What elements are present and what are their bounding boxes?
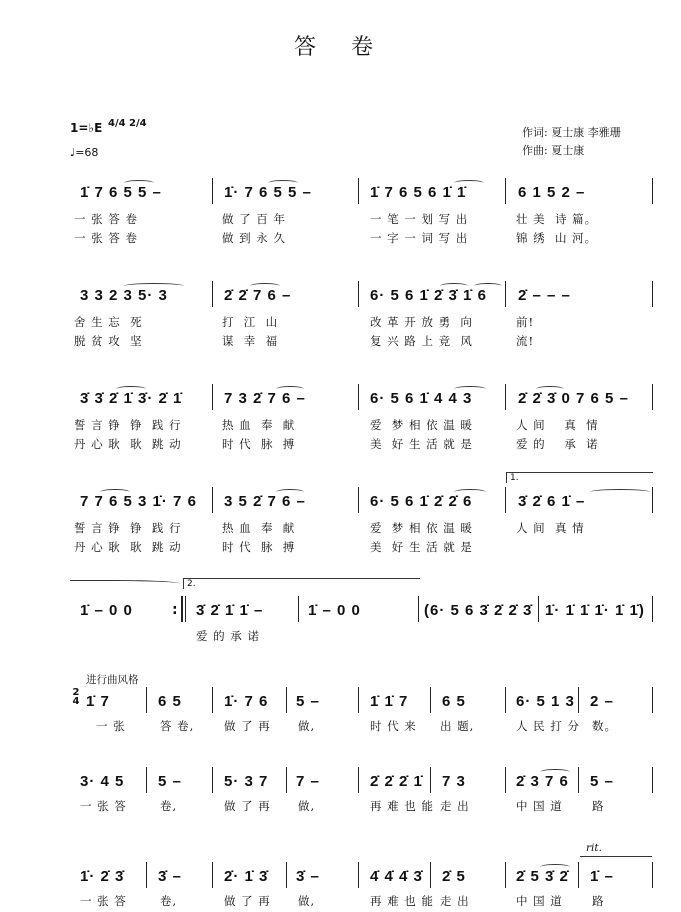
slur [268, 180, 298, 186]
lyric: 热 血 奉 献 [222, 521, 296, 535]
slur [474, 283, 502, 289]
barline [652, 281, 653, 307]
song-title: 答 卷 [294, 35, 387, 60]
measure: 3̇ – [158, 868, 182, 885]
barline [505, 687, 506, 713]
lyric: 丹 心 耿 耿 跳 动 [74, 437, 182, 451]
barline [578, 862, 579, 888]
barline [212, 384, 213, 410]
measure: 2̇ – – – [518, 287, 571, 304]
measure: 2̇ 5 3̇ 2̇ [516, 868, 569, 885]
volta-label: 2. [187, 579, 196, 589]
rit-marking: rit. [586, 842, 602, 854]
lyric: 出 题, [440, 719, 475, 733]
volta-bracket [506, 472, 653, 483]
lyric: 一 张 [96, 719, 126, 733]
volta-label: 1. [510, 473, 519, 483]
barline [358, 862, 359, 888]
measure: 1̇· 7 6 5 5 – [224, 184, 312, 201]
lyric: 时 代 脉 搏 [222, 437, 296, 451]
lyric: 做 了 再 [224, 894, 271, 908]
barline [652, 767, 653, 793]
measure: 6 5 [442, 693, 466, 710]
measure: 6 5 [158, 693, 182, 710]
measure: 2̇ 2̇ 3̇ 0 7 6 5 – [518, 390, 629, 407]
barline [652, 596, 653, 622]
lyric: 做, [298, 719, 316, 733]
lyric: 数。 [592, 719, 617, 733]
barline [212, 862, 213, 888]
barline [652, 384, 653, 410]
measure: 3̇ 2̇ 1̇ 1̇ – [196, 602, 264, 619]
measure: 1̇· 7 6 [224, 693, 269, 710]
lyric: 一 张 答 [80, 894, 127, 908]
lyric: 舍 生 忘 死 [74, 315, 143, 329]
barline [505, 487, 506, 513]
measure: 2̇ 5 [442, 868, 466, 885]
lyric: 路 [592, 799, 605, 813]
measure: 3̇ – [296, 868, 320, 885]
key-signature: 1=♭E [70, 121, 103, 135]
final-barline [181, 596, 183, 622]
lyric: 改 革 开 放 勇 向 [370, 315, 473, 329]
measure: 3· 4 5 [80, 773, 125, 790]
barline [430, 767, 431, 793]
barline [652, 862, 653, 888]
tempo-marking: ♩=68 [70, 146, 99, 159]
lyric: 走 出 [440, 799, 470, 813]
measure: 1̇ – 0 0 [308, 602, 361, 619]
lyric: 一 张 答 卷 [74, 231, 138, 245]
lyric: 一 笔 一 划 写 出 [370, 212, 469, 226]
barline [358, 281, 359, 307]
measure: 1̇· 1̇ 1̇ 1̇· 1̇ 1̇) [545, 602, 645, 619]
barline [652, 178, 653, 204]
barline [146, 862, 147, 888]
measure: 2̇ 2̇ 2̇ 1̇ [370, 773, 423, 790]
tie [590, 489, 650, 495]
measure: (6· 5 6 3̇ 2̇ 2̇ 3̇ [424, 602, 533, 619]
barline [418, 596, 419, 622]
slur [540, 769, 570, 775]
lyric: 爱 梦 相 依 温 暖 [370, 418, 473, 432]
lyricist-credit: 作词: 夏士康 李雅珊 [522, 126, 621, 139]
barline [505, 178, 506, 204]
measure: 6· 5 6 1̇ 2̇ 3̇ 1̇ 6 [370, 287, 487, 304]
repeat-end: : [172, 602, 178, 618]
lyric: 锦 绣 山 河。 [516, 231, 598, 245]
measure: 5 – [296, 693, 320, 710]
measure: 5 – [590, 773, 614, 790]
lyric: 做, [298, 894, 316, 908]
lyric: 谋 幸 福 [222, 334, 279, 348]
barline [212, 767, 213, 793]
slur [454, 386, 486, 392]
lyric: 一 字 一 词 写 出 [370, 231, 469, 245]
measure: 2̇ 2̇ 7 6 – [224, 287, 292, 304]
barline [358, 687, 359, 713]
barline [185, 596, 186, 622]
measure: 2̇ 3 7 6 [516, 773, 569, 790]
slur [100, 489, 130, 495]
barline [430, 687, 431, 713]
lyric: 做 了 百 年 [222, 212, 286, 226]
slur [536, 386, 564, 392]
barline [146, 687, 147, 713]
measure: 3 5 2̇ 7 6 – [224, 493, 306, 510]
lyric: 再 难 也 能 [370, 799, 434, 813]
measure: 6 1 5 2 – [518, 184, 586, 201]
tie [70, 580, 180, 586]
lyric: 答 卷, [160, 719, 195, 733]
lyric: 爱 的 承 诺 [196, 629, 260, 643]
slur [454, 180, 484, 186]
slur [454, 489, 486, 495]
measure: 6· 5 6 1̇ 2̇ 2̇ 6 [370, 493, 473, 510]
barline [212, 687, 213, 713]
barline [212, 281, 213, 307]
measure: 7 – [296, 773, 320, 790]
style-marking: 进行曲风格 [86, 674, 139, 686]
barline [505, 862, 506, 888]
measure: 1̇ – [590, 868, 614, 885]
lyric: 人 间 真 情 [516, 521, 585, 535]
lyric: 中 国 道 [516, 799, 563, 813]
lyric: 爱 的 承 诺 [516, 437, 599, 451]
measure: 6· 5 1 3 [516, 693, 575, 710]
measure: 3̇ 3̇ 2̇ 1̇ 3̇· 2̇ 1̇ [80, 390, 183, 407]
measure: 3 3 2 3 5· 3 [80, 287, 168, 304]
lyric: 人 民 打 分 [516, 719, 580, 733]
barline [298, 596, 299, 622]
barline [538, 596, 539, 622]
barline [430, 862, 431, 888]
measure: 1̇· 2̇ 3̇ [80, 868, 125, 885]
lyric: 热 血 奉 献 [222, 418, 296, 432]
barline [358, 767, 359, 793]
barline [652, 487, 653, 513]
measure: 7 7 6 5 3 1̇· 7 6 [80, 493, 197, 510]
lyric: 再 难 也 能 [370, 894, 434, 908]
lyric: 时 代 脉 搏 [222, 540, 296, 554]
time-signature: 4/4 2/4 [108, 118, 147, 129]
barline [286, 767, 287, 793]
measure: 7 3 2̇ 7 6 – [224, 390, 306, 407]
barline [286, 687, 287, 713]
barline [212, 178, 213, 204]
lyric: 做, [298, 799, 316, 813]
barline [578, 767, 579, 793]
measure: 1̇ 7 [86, 693, 110, 710]
lyric: 卷, [160, 894, 178, 908]
lyric: 卷, [160, 799, 178, 813]
lyric: 做 了 再 [224, 799, 271, 813]
lyric: 丹 心 耿 耿 跳 动 [74, 540, 182, 554]
lyric: 美 好 生 活 就 是 [370, 437, 473, 451]
measure: 4̇ 4̇ 4̇ 3̇ [370, 868, 423, 885]
time-signature-change: 2 4 [72, 687, 80, 707]
lyric: 一 张 答 卷 [74, 212, 138, 226]
lyric: 打 江 山 [222, 315, 279, 329]
barline [358, 487, 359, 513]
lyric: 前! [516, 315, 535, 329]
lyric: 爱 梦 相 依 温 暖 [370, 521, 473, 535]
barline [358, 178, 359, 204]
slur [250, 283, 280, 289]
measure: 2̇· 1̇ 3̇ [224, 868, 269, 885]
lyric: 人 间 真 情 [516, 418, 599, 432]
measure: 5 – [158, 773, 182, 790]
lyric: 誓 言 铮 铮 践 行 [74, 521, 182, 535]
barline [286, 862, 287, 888]
lyric: 中 国 道 [516, 894, 563, 908]
measure: 3̇ 2̇ 6 1̇ – [518, 493, 586, 510]
measure: 6· 5 6 1̇ 4 4 3 [370, 390, 473, 407]
measure: 1̇ – 0 0 [80, 602, 133, 619]
measure: 1̇ 1̇ 7 [370, 693, 409, 710]
rit-extension [580, 856, 652, 867]
barline [212, 487, 213, 513]
barline [505, 767, 506, 793]
lyric: 一 张 答 [80, 799, 127, 813]
barline [505, 281, 506, 307]
measure: 5· 3 7 [224, 773, 269, 790]
slur [440, 283, 468, 289]
barline [358, 384, 359, 410]
lyric: 走 出 [440, 894, 470, 908]
lyric: 时 代 来 [370, 719, 417, 733]
composer-credit: 作曲: 夏士康 [522, 144, 585, 157]
slur [116, 386, 146, 392]
measure: 7 3 [442, 773, 466, 790]
lyric: 复 兴 路 上 竞 风 [370, 334, 473, 348]
slur [276, 386, 304, 392]
barline [578, 687, 579, 713]
lyric: 路 [592, 894, 605, 908]
measure: 1̇ 7 6 5 5 – [80, 184, 162, 201]
lyric: 壮 美 诗 篇。 [516, 212, 598, 226]
lyric: 誓 言 铮 铮 践 行 [74, 418, 182, 432]
measure: 1̇ 7 6 5 6 1̇ 1̇ [370, 184, 467, 201]
measure: 2 – [590, 693, 614, 710]
slur [276, 489, 304, 495]
barline [652, 687, 653, 713]
volta-bracket [183, 578, 420, 589]
lyric: 流! [516, 334, 535, 348]
barline [505, 384, 506, 410]
lyric: 做 到 永 久 [222, 231, 286, 245]
lyric: 做 了 再 [224, 719, 271, 733]
lyric: 脱 贫 攻 坚 [74, 334, 143, 348]
slur [124, 180, 154, 186]
lyric: 美 好 生 活 就 是 [370, 540, 473, 554]
slur [124, 283, 184, 289]
slur [540, 864, 570, 870]
barline [146, 767, 147, 793]
